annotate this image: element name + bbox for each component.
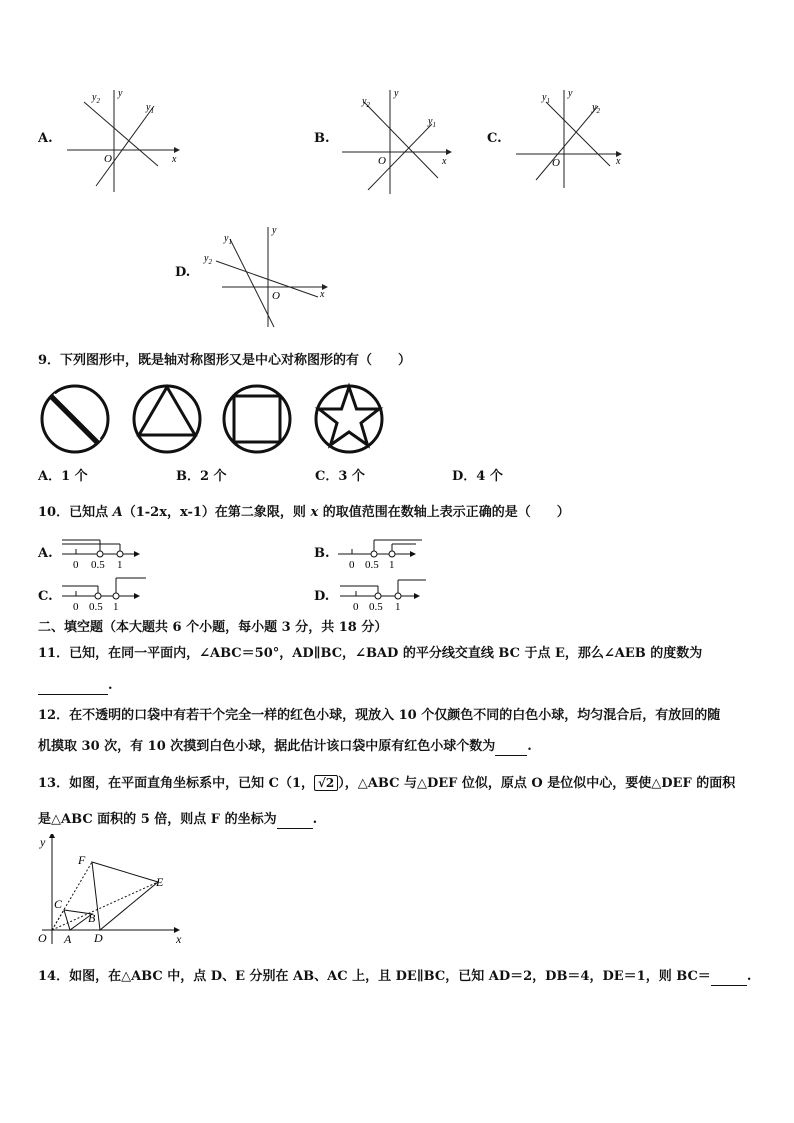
q9-figure-circle-with-bar (38, 382, 112, 456)
q9-figure-circle-triangle (130, 382, 204, 456)
q8-graph-d (200, 223, 332, 331)
q9-figure-circle-star (312, 382, 386, 456)
svg-text:y: y (394, 88, 399, 99)
svg-text:0: 0 (73, 601, 79, 613)
q12-line1: 12．在不透明的口袋中有若干个完全一样的红色小球，现放入 10 个仅颜色不同的白色小球，均匀混合后，有放回的随 (38, 708, 721, 723)
q13-line2: 是△ABC 面积的 5 倍，则点 F 的坐标为 . (38, 812, 318, 827)
x-arrow-icon (174, 147, 180, 153)
q9-figure-circle-square (220, 382, 294, 456)
q10-numberline-d (338, 574, 428, 614)
svg-text:x: x (172, 154, 177, 165)
svg-text:1: 1 (117, 559, 123, 571)
q10-option-c-label: C. (38, 589, 53, 604)
svg-text:F: F (78, 853, 86, 867)
svg-text:O: O (104, 153, 112, 165)
svg-text:y2: $y_2$ (362, 96, 370, 109)
q10-option-b-label: B. (314, 546, 330, 561)
svg-text:y2: $y_2$ (204, 253, 212, 266)
svg-text:y1: $y_1$ (224, 233, 232, 246)
q10-stem: 10．已知点 A（1-2x，x-1）在第二象限，则 x 的取值范围在数轴上表示正确的是（ ） (38, 505, 570, 520)
q10-option-d-label: D. (314, 589, 330, 604)
svg-text:0.5: 0.5 (91, 559, 105, 571)
svg-text:0.5: 0.5 (89, 601, 103, 613)
section-2-heading: 二、填空题（本大题共 6 个小题，每小题 3 分，共 18 分） (38, 620, 388, 635)
svg-text:x: x (442, 156, 447, 167)
q8-graph-c (512, 86, 632, 192)
svg-text:1: 1 (113, 601, 119, 613)
q10-numberline-c (60, 574, 150, 614)
q11-blank (38, 680, 108, 695)
svg-text:y: y (40, 835, 46, 849)
q9-choice-a: A．1 个 (38, 469, 88, 484)
q9-choice-b: B．2 个 (176, 469, 227, 484)
svg-text:y1: $y_1$ (428, 116, 436, 129)
svg-text:D: D (94, 931, 103, 945)
q9-stem: 9．下列图形中，既是轴对称图形又是中心对称图形的有（ ） (38, 353, 412, 368)
q9-choice-d: D．4 个 (452, 469, 503, 484)
svg-text:y2: $y_2$ (592, 102, 600, 115)
svg-text:1: 1 (389, 559, 395, 571)
svg-text:O: O (378, 155, 386, 167)
q14-text: 14．如图，在△ABC 中，点 D、E 分别在 AB、AC 上，且 DE∥BC，已知 AD＝2，DB＝4，DE＝1，则 BC＝ . (38, 969, 752, 984)
svg-text:y: y (272, 225, 277, 236)
svg-text:y: y (118, 88, 123, 99)
q8-graph-b (338, 86, 458, 198)
q13-figure (36, 834, 186, 950)
triangle-def (92, 862, 158, 930)
svg-text:x: x (176, 932, 182, 946)
q12-line2: 机摸取 30 次，有 10 次摸到白色小球，据此估计该口袋中原有红色小球个数为 . (38, 739, 532, 754)
q10-option-a-label: A. (38, 546, 53, 561)
svg-text:0: 0 (353, 601, 359, 613)
svg-text:0: 0 (349, 559, 355, 571)
q14-blank (711, 971, 747, 986)
q11-answer-line: . (38, 677, 113, 695)
svg-text:A: A (64, 932, 72, 946)
svg-text:B: B (88, 911, 96, 925)
sqrt-two: √2 (314, 775, 338, 791)
svg-text:0.5: 0.5 (365, 559, 379, 571)
svg-text:O: O (552, 157, 560, 169)
svg-text:x: x (320, 289, 325, 300)
q10-numberline-a (60, 532, 140, 572)
q8-option-b-label: B. (314, 131, 330, 146)
q8-option-c-label: C. (487, 131, 502, 146)
q8-option-a-label: A. (38, 131, 53, 146)
q12-blank (495, 741, 527, 756)
svg-text:y1: $y_1$ (146, 102, 154, 115)
svg-text:C: C (54, 897, 63, 911)
q11-text: 11．已知，在同一平面内，∠ABC＝50°，AD∥BC，∠BAD 的平分线交直线 BC 于点 E，那么∠AEB 的度数为 (38, 646, 703, 661)
svg-text:O: O (38, 931, 47, 945)
svg-text:E: E (156, 875, 164, 889)
q8-graph-a (62, 86, 182, 196)
svg-text:1: 1 (395, 601, 401, 613)
svg-text:x: x (616, 156, 621, 167)
svg-text:y: y (568, 88, 573, 99)
q8-option-d-label: D. (175, 265, 191, 280)
svg-text:y2: $y_2$ (92, 92, 100, 105)
svg-text:y1: $y_1$ (542, 92, 550, 105)
q10-numberline-b (336, 532, 426, 572)
q9-choice-c: C．3 个 (315, 469, 365, 484)
svg-text:0.5: 0.5 (369, 601, 383, 613)
svg-text:O: O (272, 290, 280, 302)
q13-line1: 13．如图，在平面直角坐标系中，已知 C（1， √2 ），△ABC 与△DEF 位似，原点 O 是位似中心，要使△DEF 的面积 (38, 776, 736, 791)
q13-blank (277, 814, 313, 829)
svg-text:0: 0 (73, 559, 79, 571)
y-arrow-icon (49, 834, 55, 838)
